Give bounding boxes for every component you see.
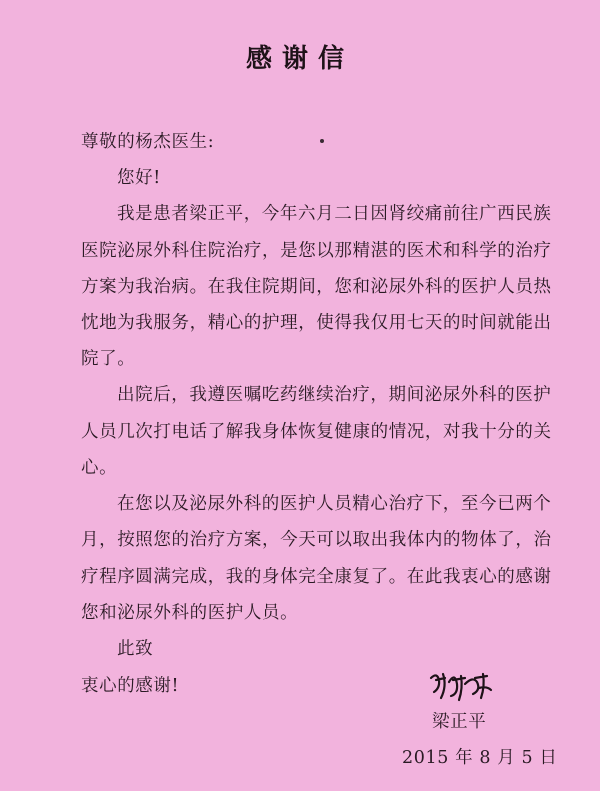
letter-title: 感谢信 [245,44,354,74]
signature-name: 梁正平 [432,712,487,732]
paragraph1-line: 忱地为我服务，精心的护理，使得我仅用七天的时间就能出 [81,313,552,333]
handwritten-signature [425,668,495,704]
greeting: 您好! [117,168,161,188]
closing-zhizhi: 此致 [117,639,154,659]
paragraph3-line: 您和泌尿外科的医护人员。 [81,603,299,623]
salutation: 尊敬的杨杰医生: [81,132,215,152]
letter-date: 2015 年 8 月 5 日 [402,748,558,768]
paragraph3-line: 在您以及泌尿外科的医护人员精心治疗下，至今已两个 [117,494,552,514]
paragraph3-line: 月，按照您的治疗方案，今天可以取出我体内的物体了，治 [81,530,552,550]
ink-speck [320,139,324,143]
paragraph3-line: 疗程序圆满完成，我的身体完全康复了。在此我衷心的感谢 [81,567,552,587]
paragraph1-line: 院了。 [81,349,136,369]
paragraph1-line: 方案为我治病。在我住院期间，您和泌尿外科的医护人员热 [81,277,552,297]
paragraph2-line: 出院后，我遵医嘱吃药继续治疗，期间泌尿外科的医护 [117,385,552,405]
paragraph1-line: 医院泌尿外科住院治疗，是您以那精湛的医术和科学的治疗 [81,241,552,261]
paragraph1-line: 我是患者梁正平，今年六月二日因肾绞痛前往广西民族 [117,204,552,224]
closing-thanks: 衷心的感谢! [81,676,180,696]
paragraph2-line: 心。 [81,458,118,478]
paragraph2-line: 人员几次打电话了解我身体恢复健康的情况，对我十分的关 [81,422,552,442]
